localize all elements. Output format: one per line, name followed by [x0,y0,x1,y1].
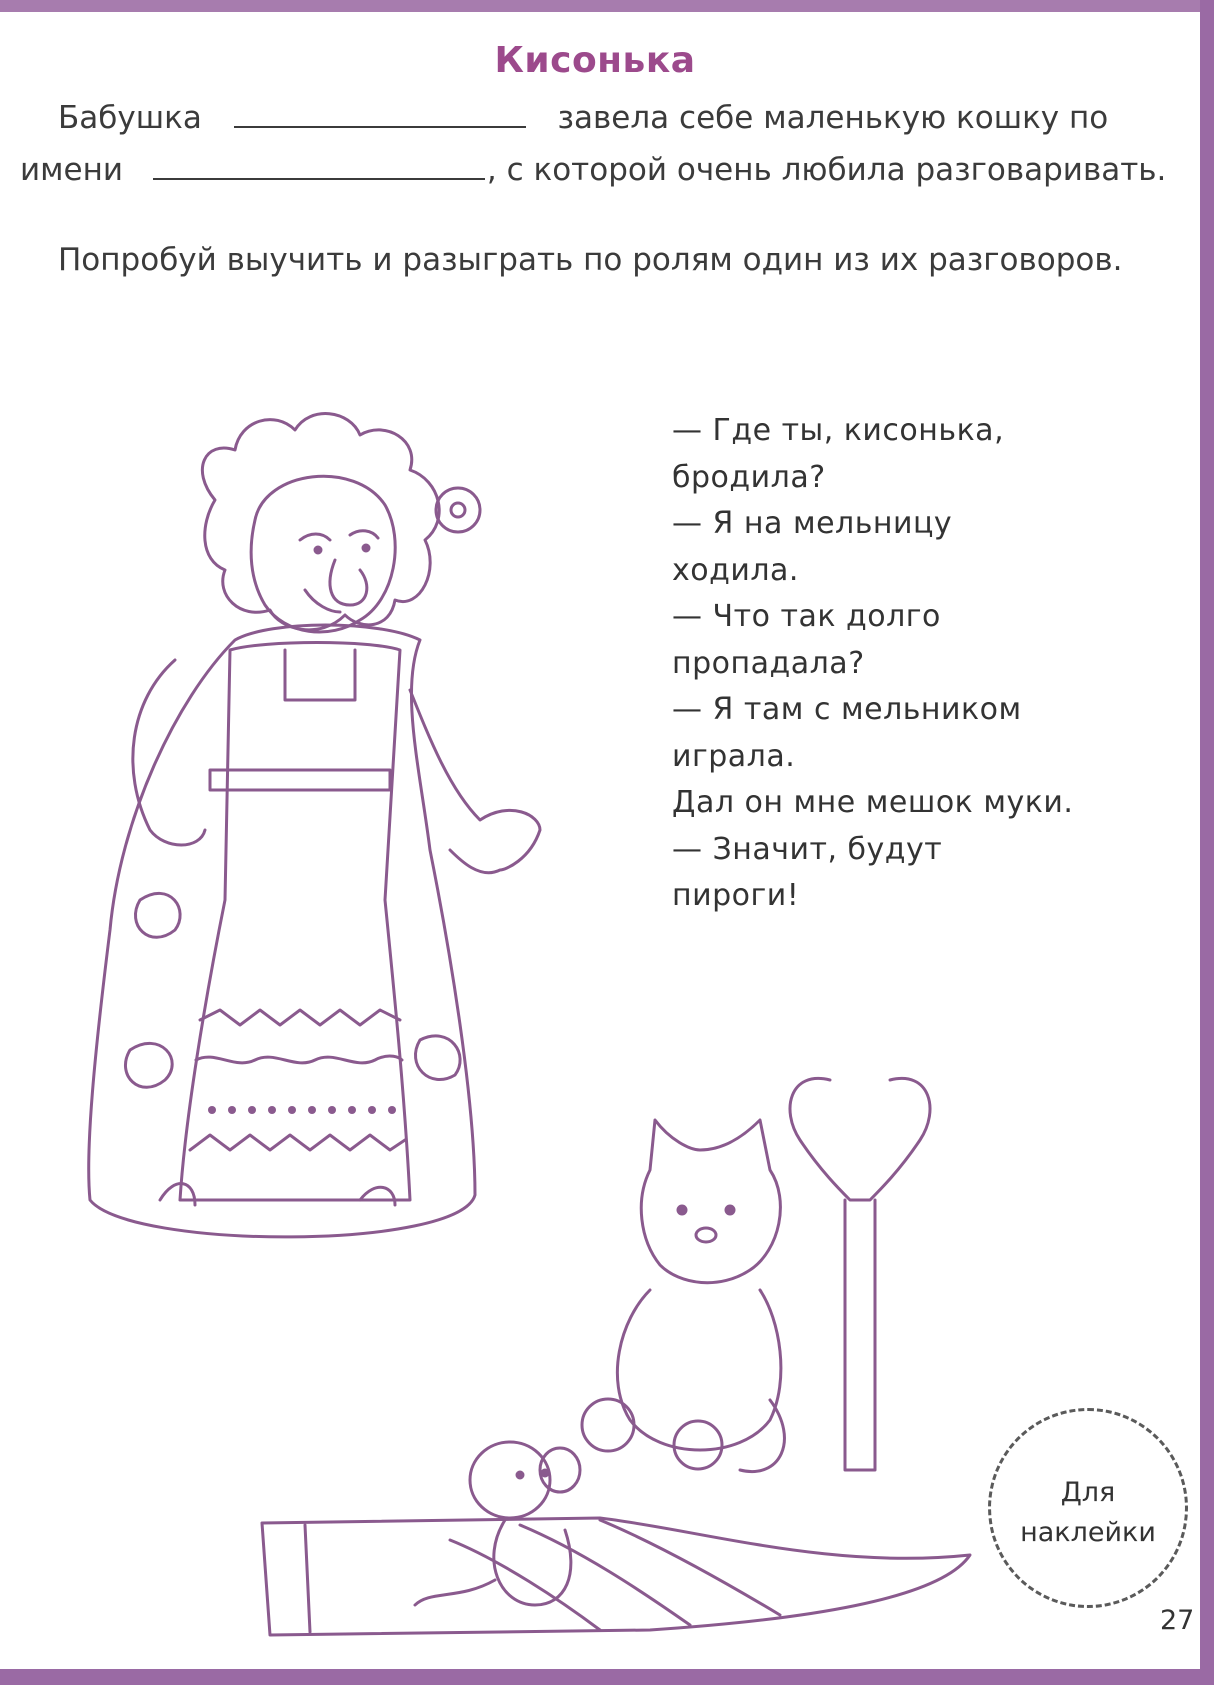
cat-paw [582,1399,634,1451]
grandmother-hair [202,414,439,630]
hair-flower [436,488,480,532]
dialog-line: Дал он мне мешок муки. [672,785,1074,820]
sticker-label-line1: Для [1060,1477,1116,1508]
dialog-line: — Что так долго [672,599,941,634]
intro-line2-end: , с которой очень любила разговаривать. [486,152,1167,188]
dialog-line: играла. [672,738,796,774]
apron-waistband [210,770,390,790]
flour-sack [262,1518,970,1635]
dialog-line: ходила. [672,552,799,588]
page-title: Кисонька [494,40,696,81]
pitchfork [790,1078,930,1470]
grandmother-nose [330,560,367,605]
sticker-label [991,1473,1185,1553]
grandmother-dress [89,625,475,1237]
sticker-placeholder[interactable] [988,1408,1188,1608]
cat-figure [582,1120,784,1472]
dialog-line: — Значит, будут [672,831,943,867]
dialog-line: — Я там с мельником [672,692,1022,727]
grandmother-left-arm [133,660,205,845]
grandmother-figure [89,414,540,1237]
dialog-line: бродила? [672,459,826,495]
dialog-line: — Где ты, кисонька, [672,413,1005,448]
intro-line2-start: имени [20,152,124,188]
mouse-figure [415,1442,580,1605]
dialog-line: — Я на мельницу [672,506,953,541]
dialog-line: пироги! [672,878,800,913]
sticker-label-line2: наклейки [1020,1517,1156,1548]
intro-line1-end: завела себе маленькую кошку по [557,100,1109,136]
dialog-line: пропадала? [672,645,865,681]
intro-line1-start: Бабушка [58,100,202,136]
grandmother-apron [180,643,410,1201]
instruction-text: Попробуй выучить и разыграть по ролям один из их разговоров. [58,242,1123,278]
page-number: 27 [1160,1605,1195,1636]
